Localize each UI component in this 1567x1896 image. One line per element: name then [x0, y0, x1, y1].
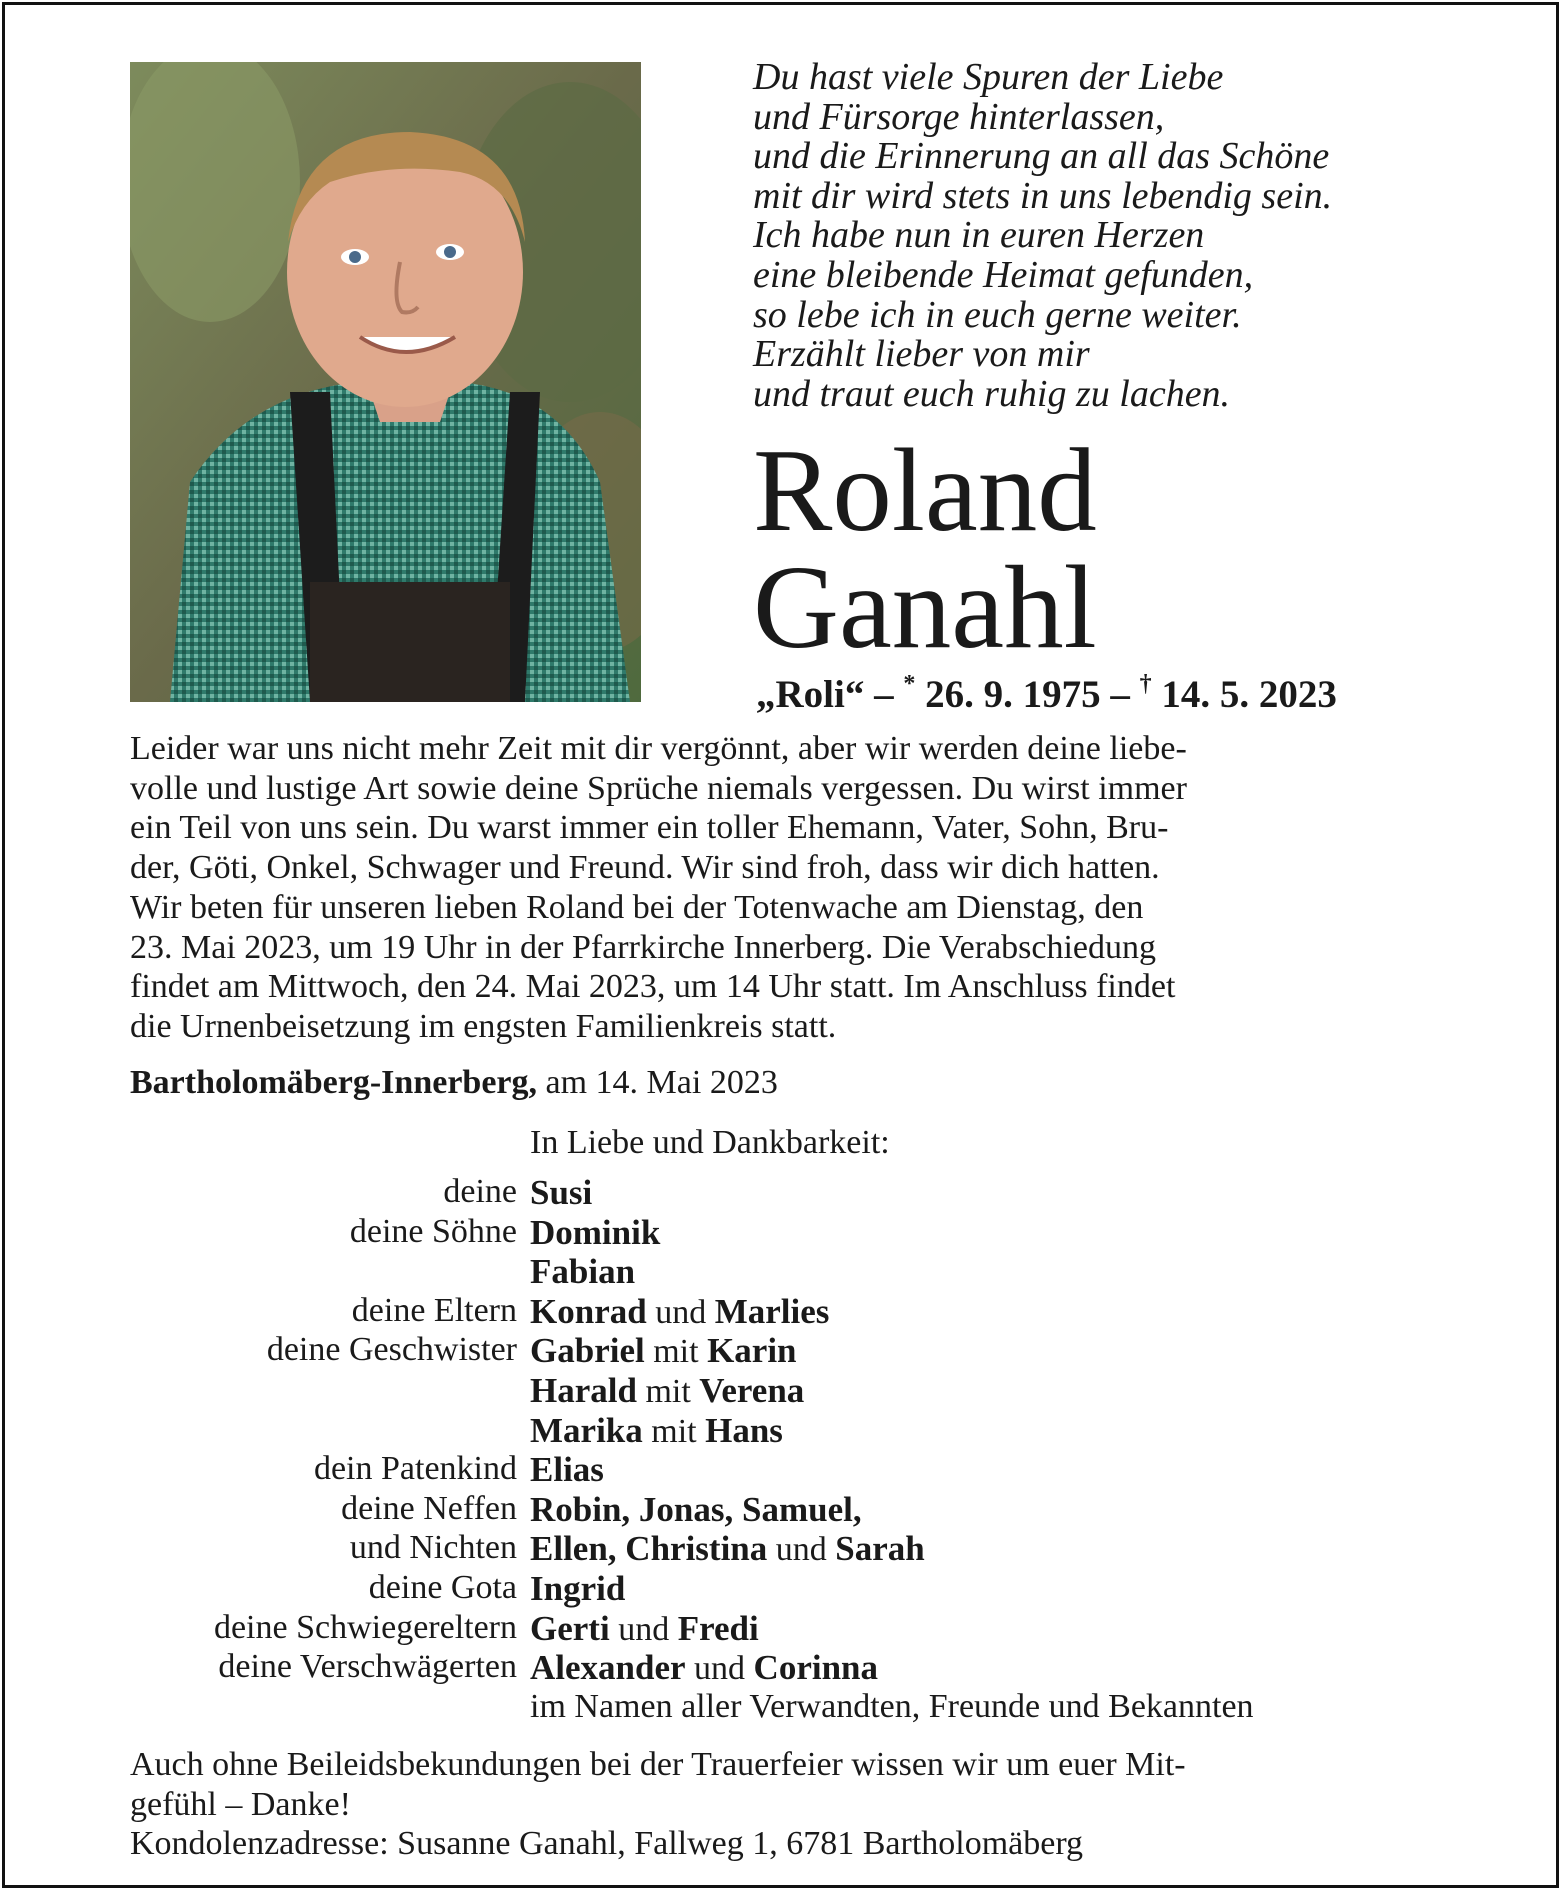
portrait-illustration: [130, 62, 641, 702]
mourner-names: [530, 1450, 604, 1490]
text-line: volle und lustige Art sowie deine Sprüche niemals vergessen. Du wirst immer: [130, 769, 1187, 807]
relation-label: deine Verschwägerten: [218, 1648, 517, 1686]
death-date: 14. 5. 2023: [1151, 673, 1337, 716]
connector-text: mit: [642, 1412, 706, 1450]
mourner-name: Ellen, Christina: [530, 1529, 768, 1569]
poem-line: mit dir wird stets in uns lebendig sein.: [753, 174, 1333, 217]
mourner-name: Sarah: [835, 1529, 925, 1569]
poem-line: so lebe ich in euch gerne weiter.: [753, 293, 1242, 336]
nickname: „Roli“: [756, 673, 865, 716]
date-separator: –: [864, 673, 904, 716]
mourner-name: Konrad: [530, 1291, 647, 1331]
death-symbol: †: [1139, 671, 1152, 697]
relation-label: dein Patenkind: [313, 1450, 517, 1488]
poem-line: Ich habe nun in euren Herzen: [753, 214, 1205, 257]
footer-note: [130, 1745, 1460, 1864]
mourner-row: [0, 1529, 1567, 1569]
obituary-text: [130, 729, 1450, 1047]
mourner-row: [0, 1648, 1567, 1688]
mourner-names: [530, 1252, 635, 1292]
text-line: Wir beten für unseren lieben Roland bei der Totenwache am Dienstag, den: [130, 888, 1144, 926]
connector-text: und: [609, 1610, 678, 1648]
poem-line: eine bleibende Heimat gefunden,: [753, 253, 1254, 296]
mourner-name: Corinna: [753, 1648, 879, 1688]
deceased-name: [753, 424, 1097, 673]
connector-text: und: [767, 1531, 836, 1569]
mourner-name: Robin, Jonas, Samuel,: [530, 1489, 862, 1529]
mourners-list: [0, 1173, 1567, 1727]
mourner-name: Gabriel: [530, 1331, 645, 1371]
mourner-row: [0, 1688, 1567, 1728]
poem-line: und Fürsorge hinterlassen,: [753, 95, 1165, 138]
mourner-row: [0, 1490, 1567, 1530]
footer-line: Auch ohne Beileidsbekundungen bei der Trauerfeier wissen wir um euer Mit-: [130, 1746, 1186, 1783]
mourner-name: Verena: [699, 1370, 805, 1410]
poem-line: und die Erinnerung an all das Schöne: [753, 135, 1330, 178]
mourner-row: [0, 1173, 1567, 1213]
text-line: Leider war uns nicht mehr Zeit mit dir vergönnt, aber wir werden deine liebe-: [130, 730, 1187, 767]
mourner-names: [530, 1213, 660, 1253]
mourner-name: Karin: [707, 1331, 797, 1371]
mourner-name: Dominik: [530, 1212, 661, 1252]
relation-label: deine Eltern: [351, 1291, 517, 1329]
mourner-names: [530, 1411, 783, 1451]
poem-line: Erzählt lieber von mir: [753, 333, 1090, 376]
relation-label: deine Geschwister: [266, 1331, 517, 1369]
date-separator: –: [1100, 673, 1140, 716]
mourner-names: [530, 1529, 925, 1569]
mourner-name: Marlies: [714, 1291, 830, 1331]
portrait-photo: [130, 62, 641, 702]
location: Bartholomäberg-Innerberg,: [130, 1064, 538, 1101]
connector-text: und: [685, 1650, 754, 1688]
mourner-names: [530, 1569, 625, 1609]
dedication-intro: In Liebe und Dankbarkeit:: [530, 1124, 890, 1161]
mourner-name: Gerti: [530, 1608, 610, 1648]
connector-text: mit: [636, 1372, 700, 1410]
connector-text: und: [646, 1293, 715, 1331]
mourner-names: [530, 1173, 592, 1213]
text-line: findet am Mittwoch, den 24. Mai 2023, um 14 Uhr statt. Im Anschluss findet: [130, 968, 1176, 1006]
mourner-name: Ingrid: [530, 1568, 626, 1608]
last-name: Ganahl: [753, 541, 1097, 673]
life-dates: [756, 671, 1337, 717]
mourner-name: Marika: [530, 1410, 643, 1450]
mourner-row: [0, 1213, 1567, 1253]
mourner-names: [530, 1331, 797, 1371]
mourner-row: [0, 1331, 1567, 1371]
mourner-name: Hans: [705, 1410, 783, 1450]
connector-text: mit: [644, 1333, 708, 1371]
mourner-row: [0, 1292, 1567, 1332]
relation-label: deine: [443, 1173, 517, 1210]
notice-date: am 14. Mai 2023: [537, 1064, 778, 1101]
poem-line: Du hast viele Spuren der Liebe: [753, 56, 1224, 98]
mourner-names: [530, 1609, 759, 1649]
text-line: ein Teil von uns sein. Du warst immer ein toller Ehemann, Vater, Sohn, Bru-: [130, 809, 1169, 847]
mourner-name: Fredi: [677, 1608, 759, 1648]
mourner-name: Alexander: [530, 1648, 686, 1688]
relation-label: deine Söhne: [349, 1212, 517, 1250]
text-line: 23. Mai 2023, um 19 Uhr in der Pfarrkirche Innerberg. Die Verabschiedung: [130, 928, 1157, 966]
mourner-row: [0, 1569, 1567, 1609]
relation-label: deine Gota: [368, 1568, 517, 1606]
mourner-name: Susi: [530, 1173, 593, 1212]
mourner-names: [530, 1371, 804, 1411]
relation-label: deine Schwiegereltern: [213, 1608, 517, 1646]
birth-symbol: *: [903, 671, 916, 697]
text-line: die Urnenbeisetzung im engsten Familienkreis statt.: [130, 1007, 837, 1045]
mourner-names: [530, 1490, 862, 1530]
mourner-row: [0, 1450, 1567, 1490]
mourner-row: [0, 1371, 1567, 1411]
mourner-names: [530, 1688, 1254, 1726]
mourner-name: Harald: [530, 1370, 637, 1410]
poem: [753, 58, 1443, 414]
text-line: der, Göti, Onkel, Schwager und Freund. Wir sind froh, dass wir dich hatten.: [130, 849, 1160, 887]
poem-line: und traut euch ruhig zu lachen.: [753, 372, 1231, 415]
mourner-name: Elias: [530, 1450, 604, 1490]
mourner-row: [0, 1252, 1567, 1292]
relation-label: und Nichten: [349, 1529, 517, 1567]
mourner-name: Fabian: [530, 1252, 636, 1292]
birth-date: 26. 9. 1975: [915, 673, 1101, 716]
relation-label: deine Neffen: [341, 1489, 517, 1527]
condolence-address: Kondolenzadresse: Susanne Ganahl, Fallweg 1, 6781 Bartholomäberg: [130, 1825, 1084, 1863]
mourner-row: [0, 1609, 1567, 1649]
mourner-names: [530, 1292, 829, 1332]
footer-line: gefühl – Danke!: [130, 1785, 351, 1823]
first-name: Roland: [753, 424, 1097, 556]
mourner-names: [530, 1648, 878, 1688]
place-and-date: [130, 1064, 778, 1102]
mourner-row: [0, 1411, 1567, 1451]
connector-text: im Namen aller Verwandten, Freunde und Bekannten: [530, 1687, 1254, 1725]
